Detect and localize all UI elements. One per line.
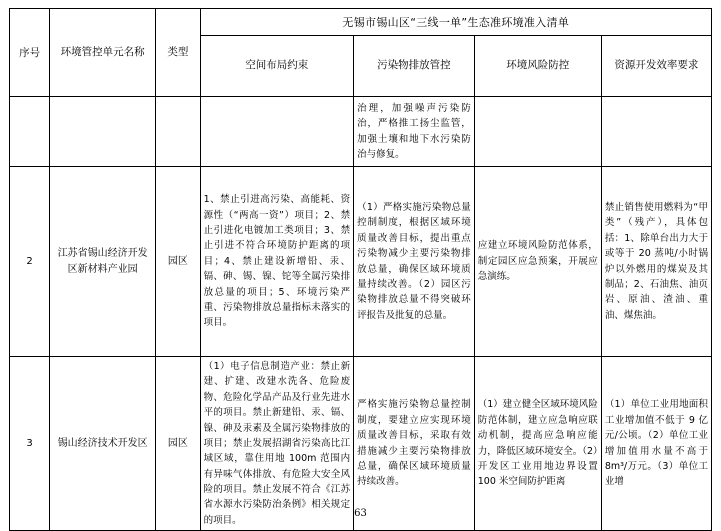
- table-row: [10, 167, 712, 357]
- cell-risk: 应建立环境风险防范体系，制定园区应急预案，开展应急演练。: [474, 167, 601, 357]
- cell-seq: 3: [10, 357, 50, 531]
- cell-unit-name: 江苏省锡山经济开发区新材料产业园: [50, 167, 156, 357]
- environment-access-list-table: [9, 8, 712, 531]
- column-header-type: 类型: [156, 9, 200, 97]
- cell-seq: 2: [10, 167, 50, 357]
- cell-resource: （1）单位工业用地面积工业增加值不低于 9 亿元/公顷。（2）单位工业增加值用水量不高于 8m³/万元。（3）单位工业增: [601, 357, 711, 531]
- cell-pollutant: 治理，加强噪声污染防治，严格推工扬尘监管，加强土壤和地下水污染防治与修复。: [354, 97, 475, 167]
- cell-spatial: [200, 97, 354, 167]
- cell-spatial: 1、禁止引进高污染、高能耗、资源性（“两高一资”）项目；2、禁止引进化电镀加工类项目；3、禁止引进不符合环境防护距离的项目；4、禁止建设新增铅、汞、镉、砷、锡、镍、铊等全属污染排放总量的项目；5、环境污染严重、污染物排放总量指标未落实的项目。: [200, 167, 354, 357]
- cell-resource: [601, 97, 711, 167]
- column-header-pollutant: 污染物排放管控: [354, 36, 475, 97]
- cell-risk: [474, 97, 601, 167]
- page-number: 63: [354, 508, 367, 519]
- cell-type: 园区: [156, 167, 200, 357]
- cell-type: [156, 97, 200, 167]
- column-header-spatial: 空间布局约束: [200, 36, 354, 97]
- column-header-risk: 环境风险防控: [474, 36, 601, 97]
- table-row: [10, 97, 712, 167]
- cell-pollutant: （1）严格实施污染物总量控制制度，根据区域环境质量改善目标，提出重点污染物减少主要污染物排放总量，确保区域环境质量持续改善。（2）园区污染物排放总量不得突破环评报告及批复的总量。: [354, 167, 475, 357]
- table-title: 无锡市锡山区“三线一单”生态准环境准入清单: [200, 9, 711, 36]
- column-header-seq: 序号: [10, 9, 50, 97]
- cell-unit-name: 锡山经济技术开发区: [50, 357, 156, 531]
- table-row: [10, 357, 712, 531]
- column-header-resource: 资源开发效率要求: [601, 36, 711, 97]
- cell-risk: （1）建立健全区域环境风险防范体制，建立应急响应联动机制，提高应急响应能力，降低区域环境安全。（2）开发区工业用地边界设置 100 米空间防护距离: [474, 357, 601, 531]
- cell-spatial: （1）电子信息制造产业：禁止新建、扩建、改建水洗各、危险废物、危险化学品产品及行业先进水平的项目。禁止新建铅、汞、镉、镍、砷及汞素及全属污染物排放的项目；禁止发展招湖省污染高比江域区域，靠住用地 100m 范围内有异味气体排放、有危险大安全风险的项目。禁止发展不符合《江苏省水源水污染防治条例》相关规定的项目。: [200, 357, 354, 531]
- cell-type: 园区: [156, 357, 200, 531]
- cell-seq: [10, 97, 50, 167]
- cell-pollutant: 严格实施污染物总量控制制度，要建立应实现环境质量改善目标，采取有效措施减少主要污染物排放总量，确保区域环境质量持续改善。: [354, 357, 475, 531]
- column-header-unit-name: 环境管控单元名称: [50, 9, 156, 97]
- cell-resource: 禁止销售使用燃料为“甲类”（残产），具体包括：1、除单台出力大于或等于 20 蒸吨/小时锅炉以外燃用的煤炭及其制品；2、石油焦、油页岩、原油、渣油、重油、煤焦油。: [601, 167, 711, 357]
- cell-unit-name: [50, 97, 156, 167]
- table-title-row: [10, 9, 712, 36]
